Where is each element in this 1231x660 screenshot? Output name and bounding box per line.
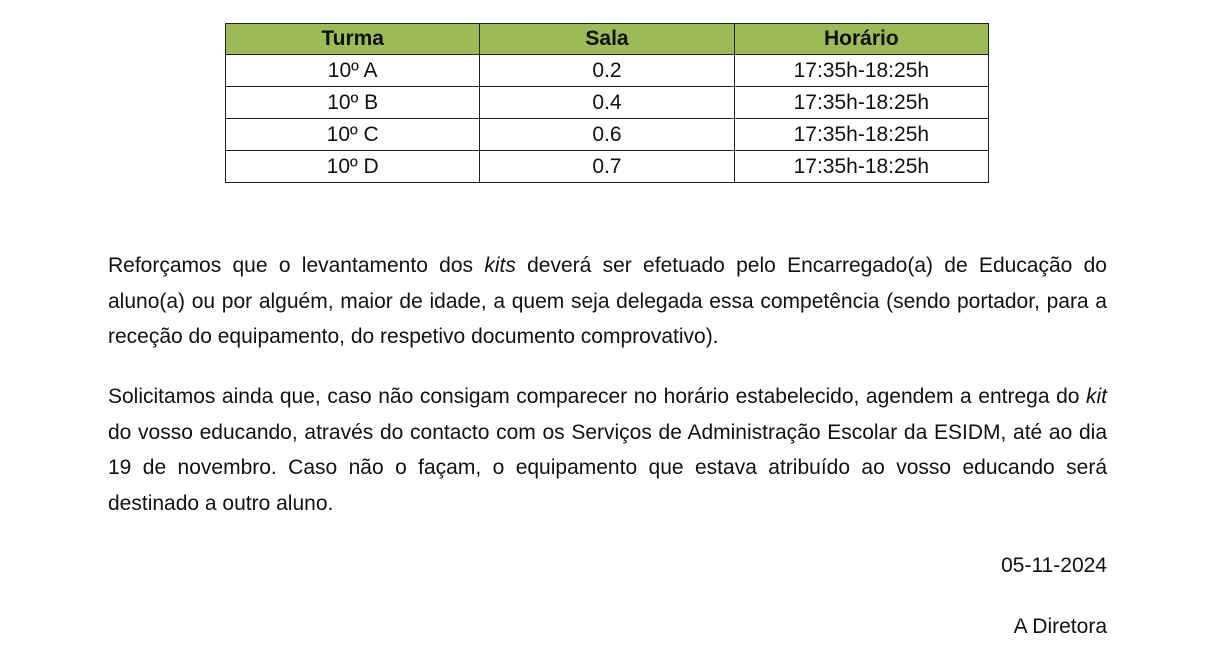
paragraph2-italic-kit: kit [1086, 385, 1107, 408]
table-row [226, 151, 989, 183]
cell-sala: 0.4 [480, 87, 734, 119]
cell-horario: 17:35h-18:25h [734, 87, 988, 119]
cell-turma: 10º D [226, 151, 480, 183]
paragraph1-text-b: deverá ser efetuado pelo Encarregado(a) de Educação do aluno(a) ou por alguém, maior de idade, a quem seja delegada essa competência (sendo portador, para a receção do equipamento, do respetivo documento comprovativo). [108, 254, 1107, 348]
cell-sala: 0.2 [480, 55, 734, 87]
paragraph2-text-b: do vosso educando, através do contacto com os Serviços de Administração Escolar da ESIDM, até ao dia 19 de novembro. Caso não o façam, o equipamento que estava atribuído ao vosso educando será destinado a outro aluno. [108, 420, 1107, 515]
schedule-table [225, 23, 989, 183]
cell-turma: 10º B [226, 87, 480, 119]
paragraph-kits-pickup [108, 248, 1107, 355]
paragraph-scheduling [108, 379, 1107, 521]
paragraph2-text-a: Solicitamos ainda que, caso não consigam comparecer no horário estabelecido, agendem a entrega do [108, 385, 1086, 408]
cell-sala: 0.6 [480, 119, 734, 151]
paragraph1-italic-kits: kits [484, 254, 516, 277]
cell-sala: 0.7 [480, 151, 734, 183]
cell-turma: 10º C [226, 119, 480, 151]
header-turma: Turma [226, 24, 480, 55]
header-sala: Sala [480, 24, 734, 55]
table-header-row [226, 24, 989, 55]
cell-turma: 10º A [226, 55, 480, 87]
document-date: 05-11-2024 [1001, 554, 1107, 577]
table-row [226, 119, 989, 151]
table-row [226, 87, 989, 119]
header-horario: Horário [734, 24, 988, 55]
cell-horario: 17:35h-18:25h [734, 151, 988, 183]
paragraph1-text-a: Reforçamos que o levantamento dos [108, 254, 485, 277]
cell-horario: 17:35h-18:25h [734, 119, 988, 151]
cell-horario: 17:35h-18:25h [734, 55, 988, 87]
table-row [226, 55, 989, 87]
signature-line: A Diretora [1013, 615, 1107, 638]
